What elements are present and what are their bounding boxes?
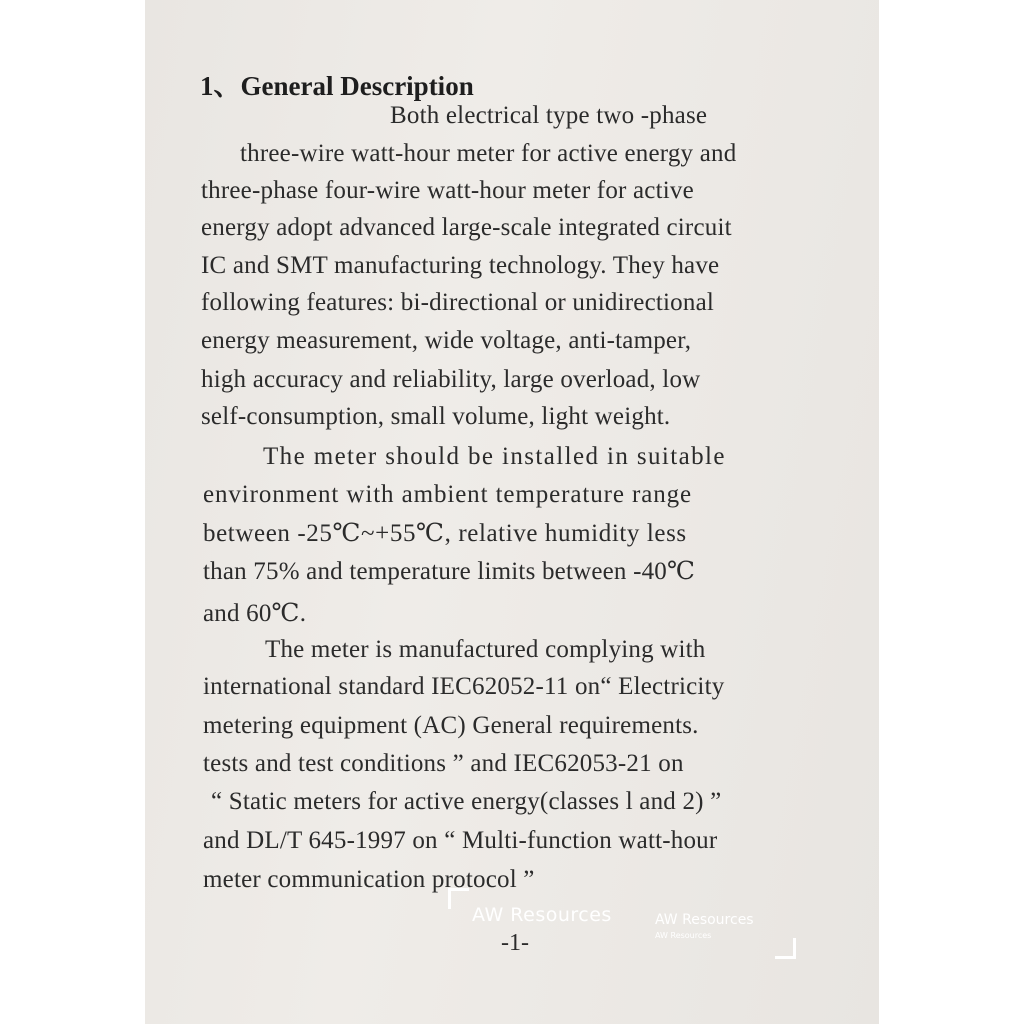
body-line: energy measurement, wide voltage, anti-tamper,	[201, 327, 692, 354]
body-line: “ Static meters for active energy(classes l and 2) ”	[211, 788, 722, 815]
body-line: Both electrical type two -phase	[390, 102, 708, 129]
body-line: three-wire watt-hour meter for active energy and	[240, 140, 737, 167]
body-line: meter communication protocol ”	[203, 866, 535, 893]
watermark-small: AW Resources	[655, 931, 712, 940]
body-line: The meter is manufactured complying with	[265, 636, 706, 663]
document-page	[145, 0, 879, 1024]
body-line: than 75% and temperature limits between -40℃	[203, 558, 696, 585]
page-number: -1-	[501, 930, 529, 956]
body-line: energy adopt advanced large-scale integrated circuit	[201, 214, 732, 241]
body-line: self-consumption, small volume, light weight.	[201, 403, 671, 430]
watermark-corner-bottom-right	[775, 938, 796, 959]
body-line: metering equipment (AC) General requirements.	[203, 712, 699, 739]
body-line: tests and test conditions ” and IEC62053-21 on	[203, 750, 684, 777]
body-line: and 60℃.	[203, 600, 307, 627]
body-line: between -25℃~+55℃, relative humidity less	[203, 520, 687, 547]
body-line: IC and SMT manufacturing technology. They have	[201, 252, 720, 279]
body-line: following features: bi-directional or unidirectional	[201, 289, 715, 316]
body-line: The meter should be installed in suitable	[263, 443, 726, 470]
watermark-large: AW Resources	[472, 904, 612, 926]
watermark-corner-top-left	[448, 888, 469, 909]
body-line: environment with ambient temperature range	[203, 481, 693, 508]
body-line: three-phase four-wire watt-hour meter for active	[201, 177, 694, 204]
body-line: international standard IEC62052-11 on“ Electricity	[203, 673, 725, 700]
watermark-medium: AW Resources	[655, 912, 754, 928]
section-title: 1、General Description	[200, 71, 474, 101]
body-line: high accuracy and reliability, large overload, low	[201, 366, 701, 393]
body-line: and DL/T 645-1997 on “ Multi-function watt-hour	[203, 827, 718, 854]
